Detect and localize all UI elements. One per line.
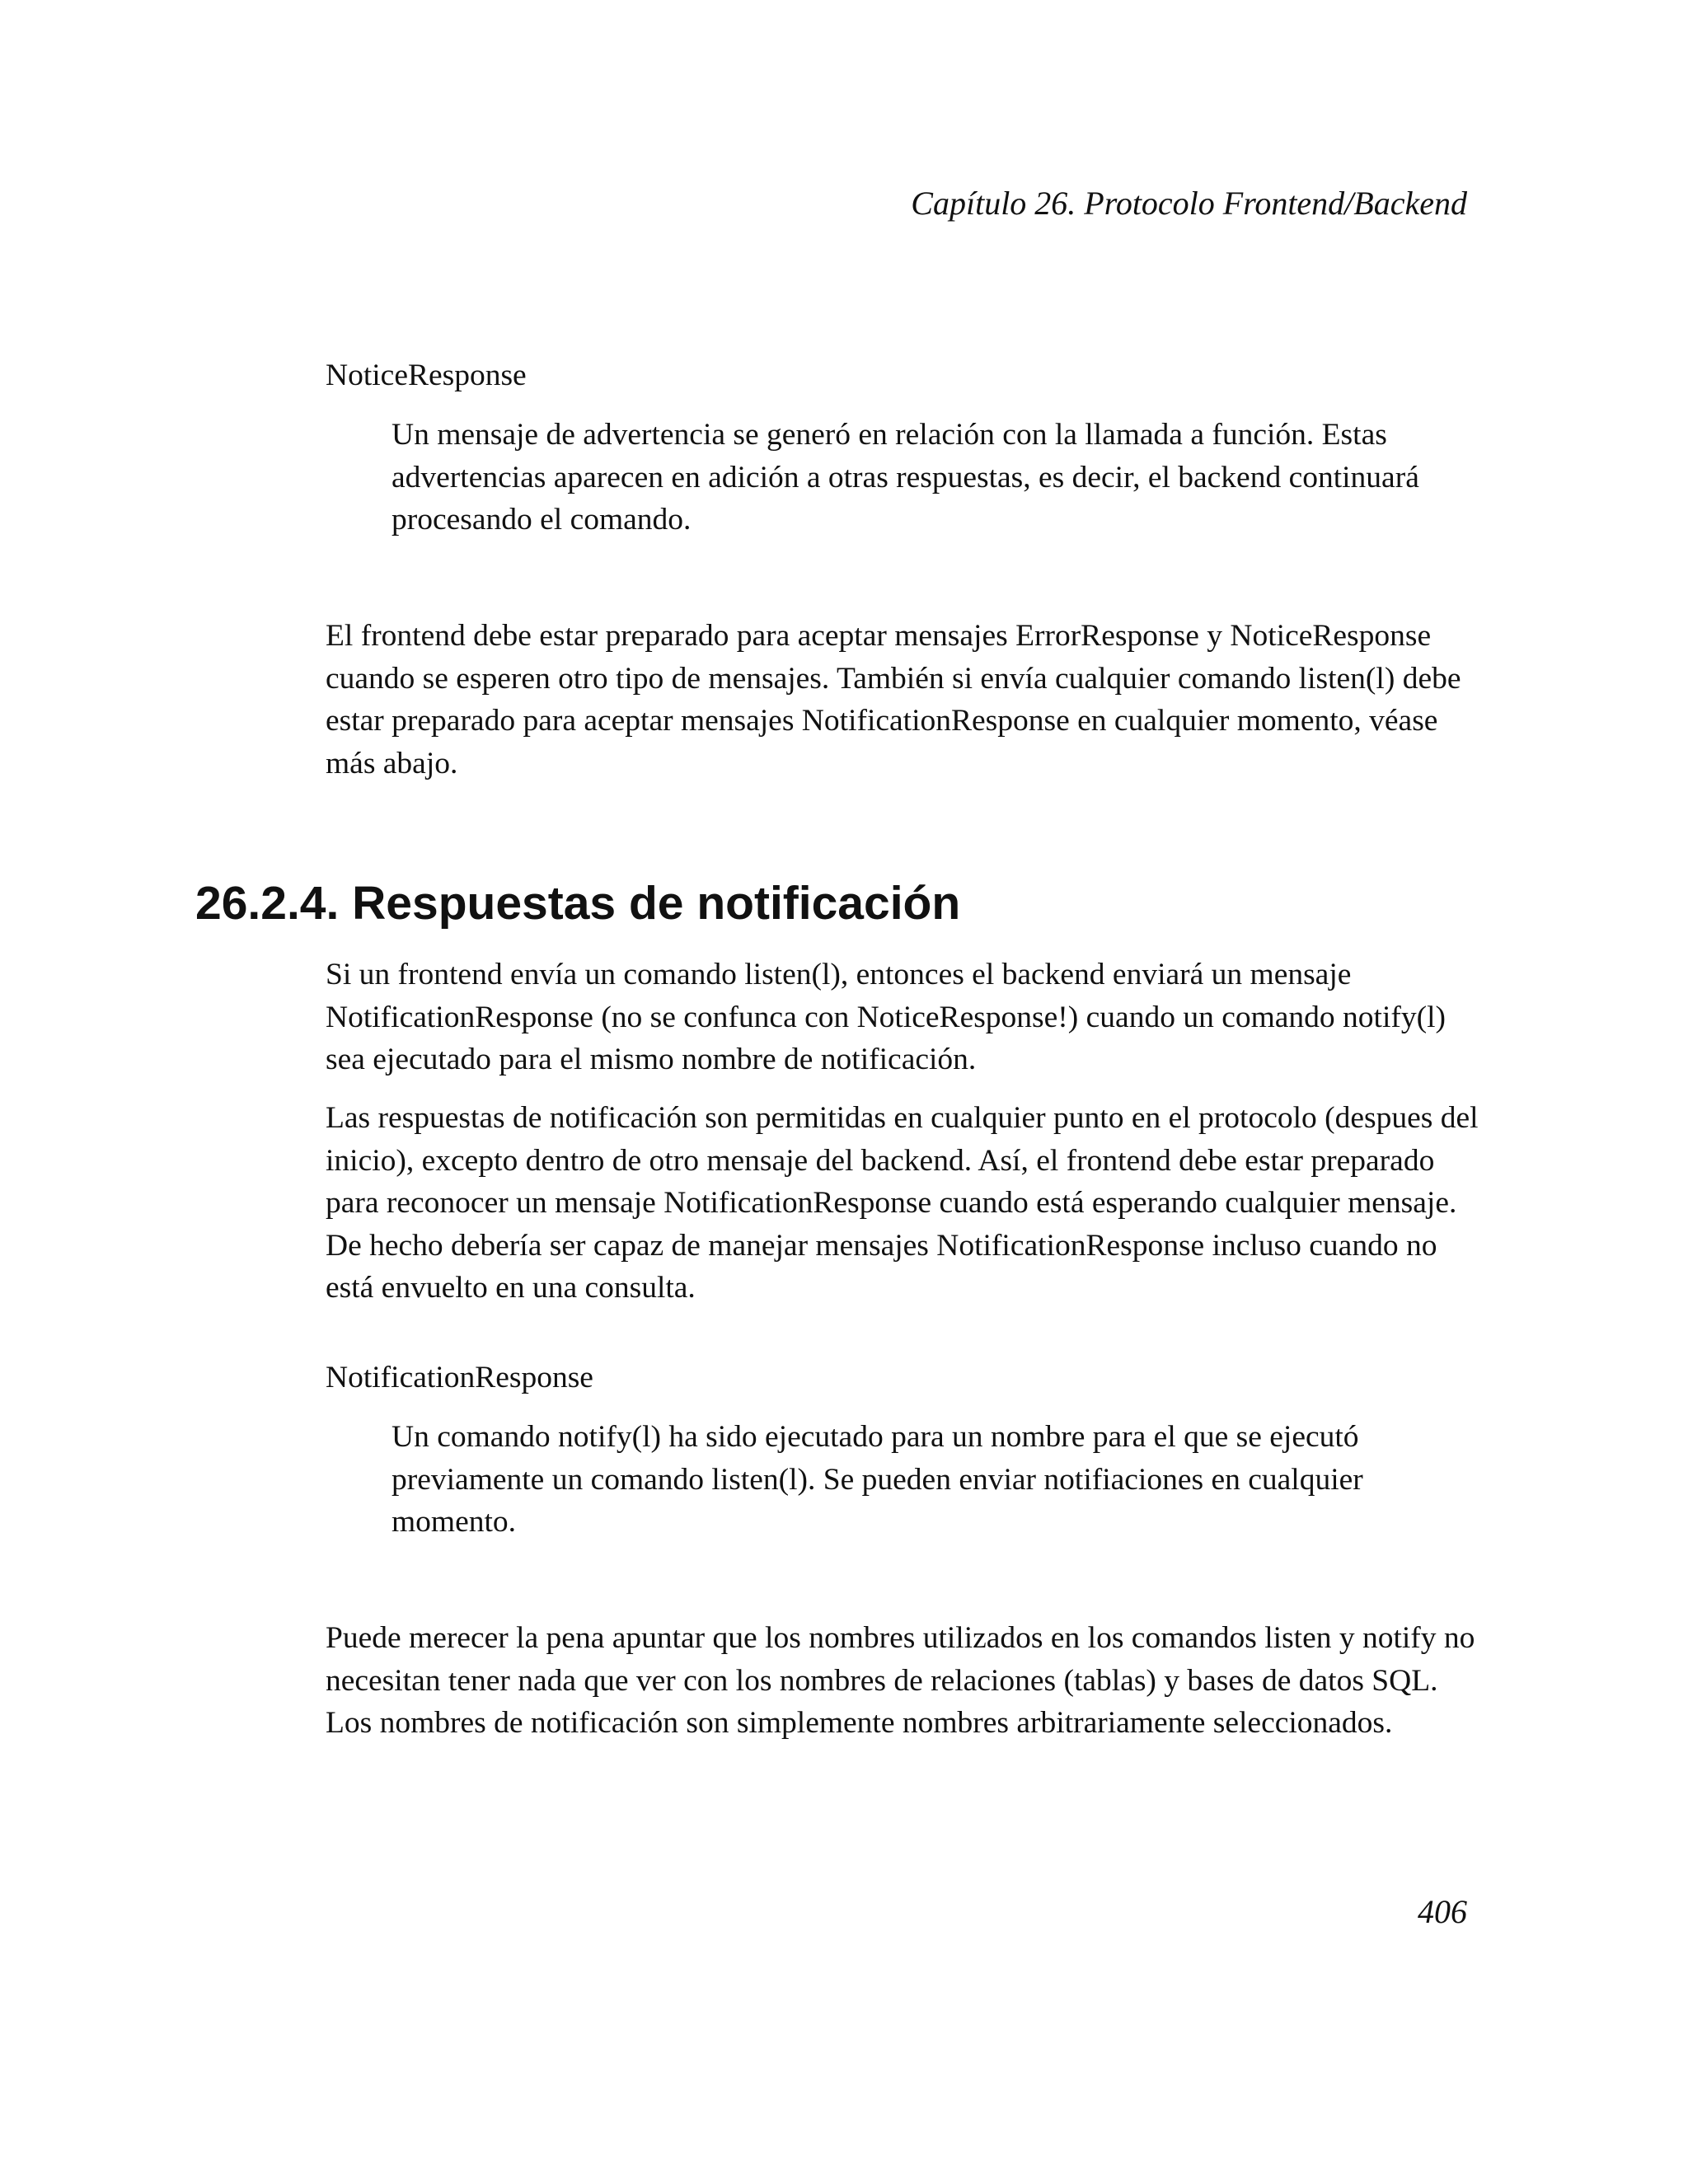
page-number: 406: [1418, 1893, 1467, 1930]
notice-response-description: Un mensaje de advertencia se generó en relación con la llamada a función. Estas advertencias aparecen en adición a otras respuestas, es decir, el backend continuará procesando el comando.: [392, 418, 1419, 537]
closing-paragraph: Puede merecer la pena apuntar que los nombres utilizados en los comandos listen y notify no necesitan tener nada que ver con los nombres de relaciones (tablas) y bases de datos SQL. Los nombres de notificación son simplemente nombres arbitrariamente seleccionados.: [326, 1621, 1475, 1740]
term-notification-response: NotificationResponse: [326, 1361, 593, 1394]
notification-response-description: Un comando notify(l) ha sido ejecutado para un nombre para el que se ejecutó previamente un comando listen(l). Se pueden enviar notifiaciones en cualquier momento.: [392, 1420, 1363, 1539]
section-paragraph-2: Las respuestas de notificación son permitidas en cualquier punto en el protocolo (despues del inicio), excepto dentro de otro mensaje del backend. Así, el frontend debe estar preparado para reconocer un mensaje NotificationResponse cuando está esperando cualquier mensaje. De hecho debería ser capaz de manejar mensajes NotificationResponse incluso cuando no está envuelto en una consulta.: [326, 1101, 1479, 1305]
running-header: Capítulo 26. Protocolo Frontend/Backend: [911, 185, 1467, 222]
frontend-preparation-paragraph: El frontend debe estar preparado para aceptar mensajes ErrorResponse y NoticeResponse cuando se esperen otro tipo de mensajes. También si envía cualquier comando listen(l) debe estar preparado para aceptar mensajes NotificationResponse en cualquier momento, véase más abajo.: [326, 619, 1461, 780]
section-paragraph-1: Si un frontend envía un comando listen(l), entonces el backend enviará un mensaje NotificationResponse (no se confunca con NoticeResponse!) cuando un comando notify(l) sea ejecutado para el mismo nombre de notificación.: [326, 958, 1446, 1076]
section-heading: 26.2.4. Respuestas de notificación: [195, 877, 961, 930]
term-notice-response: NoticeResponse: [326, 359, 527, 392]
